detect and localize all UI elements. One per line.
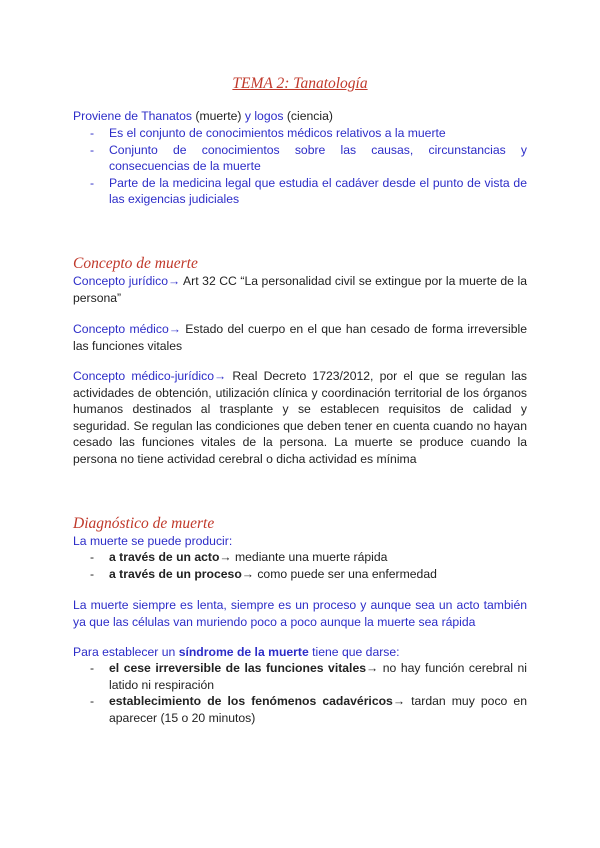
list-item: - Es el conjunto de conocimientos médicos relativos a la muerte — [90, 126, 446, 140]
concepto-medico-label: Concepto médico→ — [73, 322, 181, 336]
diagnostico-list-2 — [73, 660, 527, 726]
concepto-juridico-label: Concepto jurídico→ — [73, 274, 181, 288]
concepto-juridico — [73, 273, 527, 306]
concepto-medico-juridico-text: Real Decreto 1723/2012, por el que se regulan las actividades de obtención, utilización clínica y coordinación territorial de los órganos humanos destinados al trasplante y se establecen requisitos de calidad y seguridad. Se regulan las condiciones que deben tener en cuenta cuando no hayan cesado las funciones vitales de la persona. La muerte se produce cuando la persona no tiene actividad cerebral o dicha actividad es mínima — [73, 369, 527, 466]
concepto-medico — [73, 321, 527, 354]
section-heading-concepto: Concepto de muerte — [73, 255, 198, 272]
intro-line — [73, 108, 527, 125]
diagnostico-intro: La muerte se puede producir: — [73, 534, 233, 548]
list-item: - Conjunto de conocimientos sobre las causas, circunstancias y consecuencias de la muerte — [90, 142, 527, 173]
diagnostico-lenta: La muerte siempre es lenta, siempre es un proceso y aunque sea un acto también ya que las células van muriendo poco a poco aunque la muerte sea rápida — [73, 598, 527, 629]
list-item: - a través de un acto→ mediante una muerte rápida — [90, 550, 388, 564]
intro-y-logos: y logos — [244, 109, 284, 123]
concepto-medico-juridico-label: Concepto médico-jurídico→ — [73, 369, 227, 383]
intro-prefix: Proviene de Thanatos — [73, 109, 193, 123]
intro-muerte: (muerte) — [192, 109, 245, 123]
section-heading-diagnostico: Diagnóstico de muerte — [73, 515, 215, 532]
diagnostico-list — [73, 549, 527, 582]
sindrome-muerte: síndrome de la muerte — [178, 645, 309, 659]
list-item: - Parte de la medicina legal que estudia el cadáver desde el punto de vista de las exigencias judiciales — [90, 175, 527, 206]
diagnostico-establecer: Para establecer un síndrome de la muerte tiene que darse: — [73, 645, 400, 659]
concepto-medico-juridico — [73, 368, 527, 467]
concepto-medico-text: Estado del cuerpo en el que han cesado de forma irreversible las funciones vitales — [73, 322, 527, 353]
list-item: - a través de un proceso→ como puede ser una enfermedad — [90, 566, 437, 581]
intro-list — [73, 125, 527, 208]
page-title: TEMA 2: Tanatología — [232, 75, 368, 92]
concepto-juridico-text: Art 32 CC “La personalidad civil se extingue por la muerte de la persona” — [73, 274, 527, 305]
list-item: - el cese irreversible de las funciones vitales→ no hay función cerebral ni latido ni respiración — [90, 661, 527, 692]
intro-ciencia: (ciencia) — [283, 109, 333, 123]
list-item: - establecimiento de los fenómenos cadavéricos→ tardan muy poco en aparecer (15 o 20 minutos) — [90, 694, 527, 725]
